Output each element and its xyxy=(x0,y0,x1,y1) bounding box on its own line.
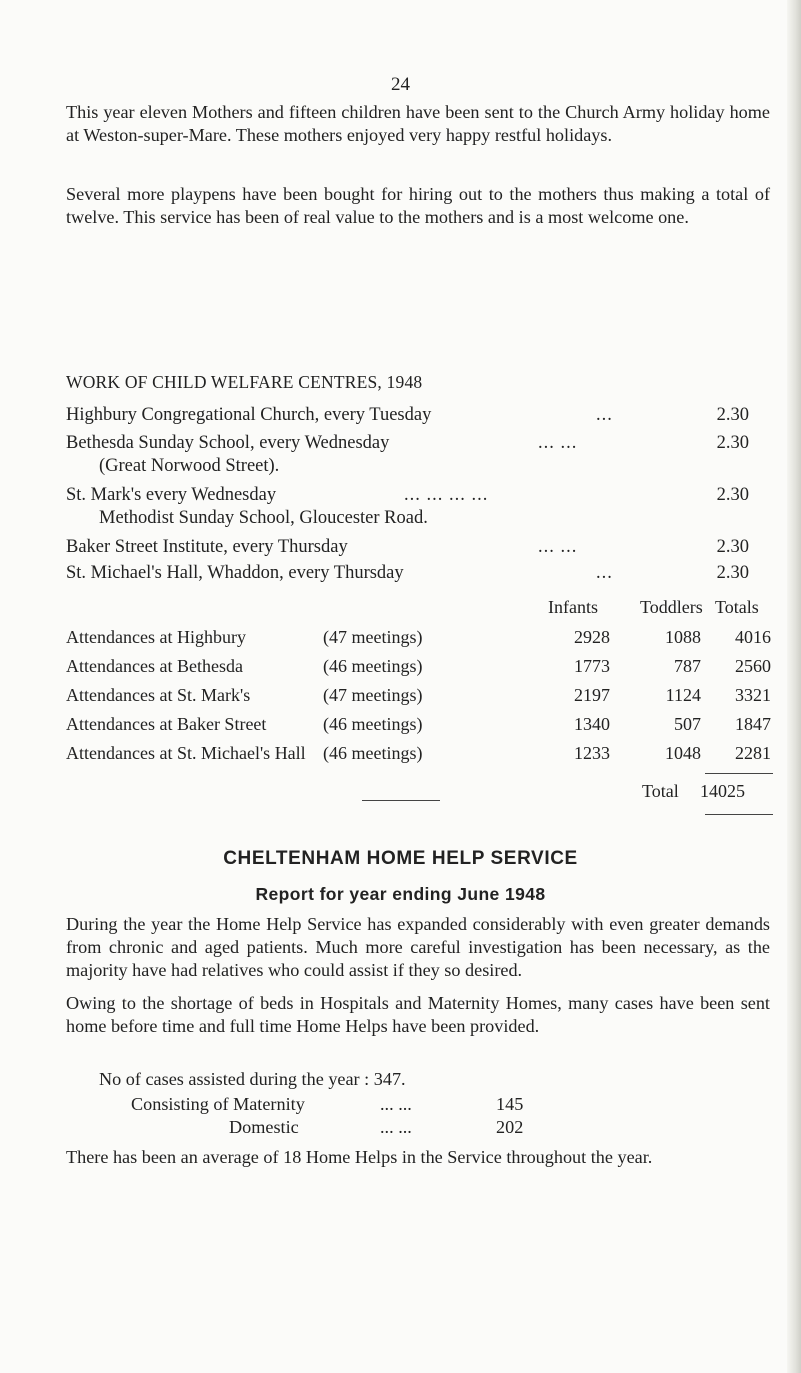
attendance-row-label: Attendances at Bethesda xyxy=(66,656,243,676)
centre-time: 2.30 xyxy=(716,537,749,557)
home-help-paragraph-2: Owing to the shortage of beds in Hospitals and Maternity Homes, many cases have been sent home before time and full time Home Helps have been provided. xyxy=(66,993,770,1036)
centre-sublabel: (Great Norwood Street). xyxy=(99,456,280,476)
home-help-paragraph-1: During the year the Home Help Service has expanded considerably with even greater demands from chronic and aged patients. Much more careful investigation has been necessary, as the majority have had relatives who could assist if they so desired. xyxy=(66,914,770,980)
leader-dots: ... ... xyxy=(380,1117,412,1137)
attendance-toddlers: 507 xyxy=(674,714,701,734)
centre-label: St. Michael's Hall, Whaddon, every Thursday xyxy=(66,563,404,583)
home-help-subtitle: Report for year ending June 1948 xyxy=(255,884,546,904)
attendance-toddlers: 1048 xyxy=(665,743,701,763)
section-divider xyxy=(362,800,440,801)
attendance-infants: 1340 xyxy=(574,714,610,734)
maternity-count: 145 xyxy=(496,1094,524,1114)
centre-time: 2.30 xyxy=(716,563,749,583)
intro-paragraph-1: This year eleven Mothers and fifteen children have been sent to the Church Army holiday home at Weston-super-Mare. These mothers enjoyed very happy restful holidays. xyxy=(66,102,770,145)
leader-dots: ... xyxy=(596,563,613,583)
attendance-meetings: (46 meetings) xyxy=(323,714,423,734)
attendance-row-label: Attendances at St. Michael's Hall xyxy=(66,743,306,763)
centre-label: St. Mark's every Wednesday xyxy=(66,485,277,505)
attendance-total: 1847 xyxy=(735,714,771,734)
attendance-toddlers: 787 xyxy=(674,656,701,676)
page-number: 24 xyxy=(391,74,410,95)
home-help-title: CHELTENHAM HOME HELP SERVICE xyxy=(223,848,578,869)
attendance-row-label: Attendances at Highbury xyxy=(66,627,246,647)
leader-dots: ... ... ... ... xyxy=(404,485,489,505)
attendance-toddlers: 1124 xyxy=(665,685,701,705)
centre-sublabel: Methodist Sunday School, Gloucester Road. xyxy=(99,508,428,528)
attendance-infants: 1233 xyxy=(574,743,610,763)
attendance-meetings: (46 meetings) xyxy=(323,656,423,676)
home-help-paragraph-3: There has been an average of 18 Home Helps in the Service throughout the year. xyxy=(66,1147,653,1167)
attendance-infants: 2928 xyxy=(574,627,610,647)
attendance-total: 2560 xyxy=(735,656,771,676)
centre-time: 2.30 xyxy=(716,485,749,505)
total-rule-bottom xyxy=(705,814,773,815)
leader-dots: ... ... xyxy=(538,537,578,557)
attendance-meetings: (47 meetings) xyxy=(323,627,423,647)
centres-heading: WORK OF CHILD WELFARE CENTRES, 1948 xyxy=(66,372,423,392)
maternity-label: Consisting of Maternity xyxy=(131,1094,305,1114)
attendance-infants: 2197 xyxy=(574,685,610,705)
attendance-total: 4016 xyxy=(735,627,771,647)
domestic-label: Domestic xyxy=(229,1117,299,1137)
leader-dots: ... ... xyxy=(538,433,578,453)
leader-dots: ... xyxy=(596,405,613,425)
attendance-toddlers: 1088 xyxy=(665,627,701,647)
attendance-meetings: (47 meetings) xyxy=(323,685,423,705)
centre-time: 2.30 xyxy=(716,433,749,453)
domestic-count: 202 xyxy=(496,1117,524,1137)
page-edge-shadow xyxy=(787,0,801,1373)
column-header-totals: Totals xyxy=(715,597,759,617)
column-header-toddlers: Toddlers xyxy=(640,597,703,617)
attendance-row-label: Attendances at St. Mark's xyxy=(66,685,251,705)
centre-label: Highbury Congregational Church, every Tuesday xyxy=(66,405,432,425)
grand-total-label: Total xyxy=(642,781,679,801)
centre-time: 2.30 xyxy=(716,405,749,425)
leader-dots: ... ... xyxy=(380,1094,412,1114)
centre-label: Baker Street Institute, every Thursday xyxy=(66,537,348,557)
intro-paragraph-2: Several more playpens have been bought for hiring out to the mothers thus making a total of twelve. This service has been of real value to the mothers and is a most welcome one. xyxy=(66,184,770,227)
attendance-meetings: (46 meetings) xyxy=(323,743,423,763)
centre-label: Bethesda Sunday School, every Wednesday xyxy=(66,433,390,453)
grand-total-value: 14025 xyxy=(700,781,745,801)
attendance-row-label: Attendances at Baker Street xyxy=(66,714,267,734)
attendance-total: 2281 xyxy=(735,743,771,763)
cases-line: No of cases assisted during the year : 347. xyxy=(99,1069,406,1089)
column-header-infants: Infants xyxy=(548,597,598,617)
attendance-infants: 1773 xyxy=(574,656,610,676)
attendance-total: 3321 xyxy=(735,685,771,705)
total-rule-top xyxy=(705,773,773,774)
